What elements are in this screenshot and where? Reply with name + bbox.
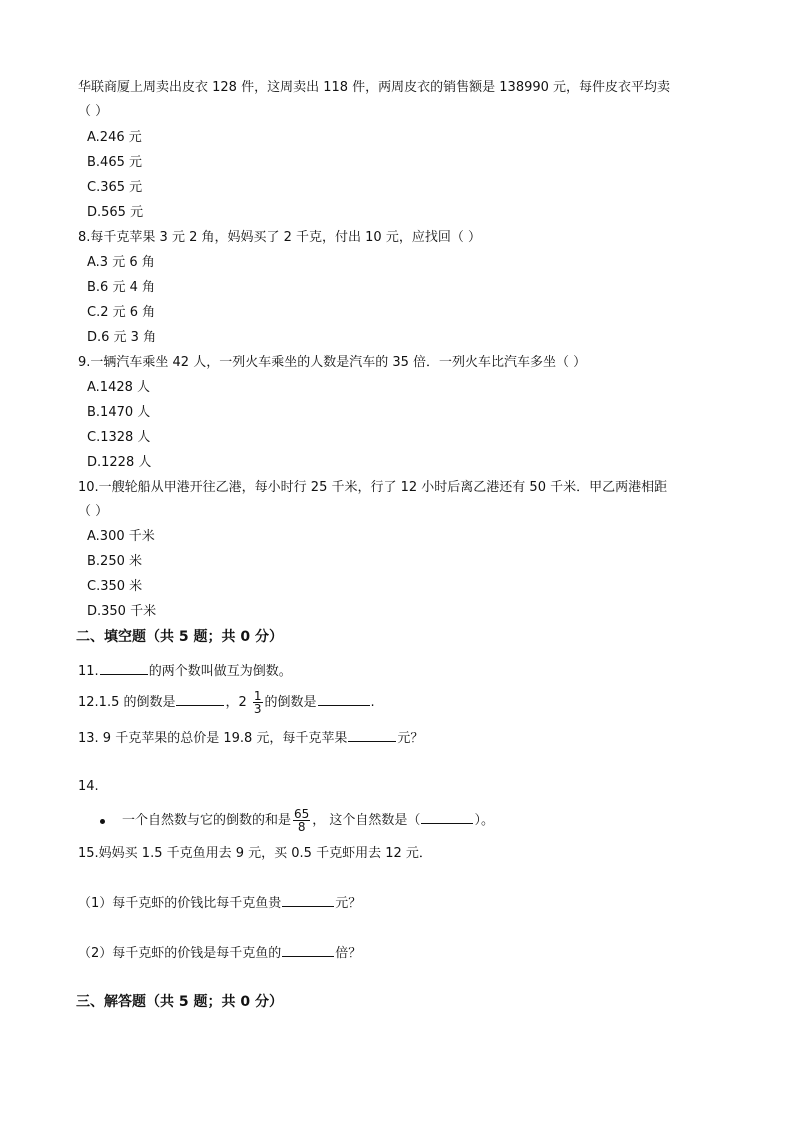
q11-suffix: 的两个数叫做互为倒数。 <box>148 664 292 679</box>
q10-option-c: C.350 米 <box>87 579 143 594</box>
q9-option-b: B.1470 人 <box>87 405 151 420</box>
q7-option-c: C.365 元 <box>87 180 143 195</box>
q13-answer-blank[interactable] <box>348 729 396 742</box>
q15-stem: 15.妈妈买 1.5 千克鱼用去 9 元，买 0.5 千克虾用去 12 元． <box>78 846 432 861</box>
q7-option-a: A.246 元 <box>87 130 142 145</box>
q8-option-b: B.6 元 4 角 <box>87 280 155 295</box>
q14-answer-blank[interactable] <box>421 811 473 824</box>
q12 <box>78 687 375 719</box>
q9-option-c: C.1328 人 <box>87 430 151 445</box>
q15-sub1-prefix: （1）每千克虾的价钱比每千克鱼贵 <box>78 896 282 911</box>
q14-frac-den: 8 <box>297 820 306 834</box>
q14-text1: 一个自然数与它的倒数的和是 <box>122 813 292 828</box>
q15-sub2-suffix: 倍？ <box>335 946 362 961</box>
q12-frac-num: 1 <box>253 689 262 703</box>
q8-option-a: A.3 元 6 角 <box>87 255 155 270</box>
q7-stem-line1: 华联商厦上周卖出皮衣 128 件，这周卖出 118 件，两周皮衣的销售额是 138990 元，每件皮衣平均卖 <box>78 80 671 95</box>
q10-stem-line2: （ ） <box>78 504 109 519</box>
q15-sub2 <box>78 944 361 963</box>
q10-option-d: D.350 千米 <box>87 604 157 619</box>
q9-stem: 9.一辆汽车乘坐 42 人，一列火车乘坐的人数是汽车的 35 倍．一列火车比汽车多坐（ ） <box>78 355 587 370</box>
q12-answer-blank-1[interactable] <box>176 693 224 706</box>
q11 <box>78 662 292 681</box>
section3-title: 三、解答题（共 5 题；共 0 分） <box>76 994 283 1010</box>
q8-option-c: C.2 元 6 角 <box>87 305 156 320</box>
q12-frac-den: 3 <box>253 702 262 716</box>
q14-text3: ）。 <box>474 813 494 828</box>
q7-option-d: D.565 元 <box>87 205 144 220</box>
q14-body <box>122 805 494 837</box>
q8-option-d: D.6 元 3 角 <box>87 330 157 345</box>
q9-option-a: A.1428 人 <box>87 380 151 395</box>
q14-text2: ， 这个自然数是（ <box>312 813 421 828</box>
q15-sub2-answer-blank[interactable] <box>282 944 334 957</box>
q10-stem-line1: 10.一艘轮船从甲港开往乙港，每小时行 25 千米，行了 12 小时后离乙港还有 50 千米．甲乙两港相距 <box>78 480 668 495</box>
q10-option-a: A.300 千米 <box>87 529 155 544</box>
q11-answer-blank[interactable] <box>100 662 148 675</box>
q15-sub1 <box>78 894 361 913</box>
q13-prefix: 13. 9 千克苹果的总价是 19.8 元，每千克苹果 <box>78 731 348 746</box>
q13-suffix: 元？ <box>397 731 424 746</box>
q12-part4: . <box>370 695 375 710</box>
q11-prefix: 11. <box>78 664 99 679</box>
q12-part3: 的倒数是 <box>264 695 317 710</box>
bullet-icon <box>100 819 105 824</box>
q14-number: 14. <box>78 779 99 794</box>
q14-frac-num: 65 <box>294 807 310 821</box>
q12-fraction <box>253 690 263 715</box>
q12-answer-blank-2[interactable] <box>318 693 370 706</box>
q15-sub1-answer-blank[interactable] <box>282 894 334 907</box>
q7-stem-line2: （ ） <box>78 104 109 119</box>
q14-fraction <box>293 808 310 833</box>
section2-title: 二、填空题（共 5 题；共 0 分） <box>76 629 283 645</box>
q10-option-b: B.250 米 <box>87 554 142 569</box>
q12-part2: ，2 <box>225 695 251 710</box>
q9-option-d: D.1228 人 <box>87 455 152 470</box>
q8-stem: 8.每千克苹果 3 元 2 角，妈妈买了 2 千克，付出 10 元，应找回（ ） <box>78 230 481 245</box>
q7-option-b: B.465 元 <box>87 155 142 170</box>
q13 <box>78 729 423 748</box>
q12-part1: 12.1.5 的倒数是 <box>78 695 176 710</box>
q15-sub2-prefix: （2）每千克虾的价钱是每千克鱼的 <box>78 946 282 961</box>
q15-sub1-suffix: 元？ <box>335 896 362 911</box>
